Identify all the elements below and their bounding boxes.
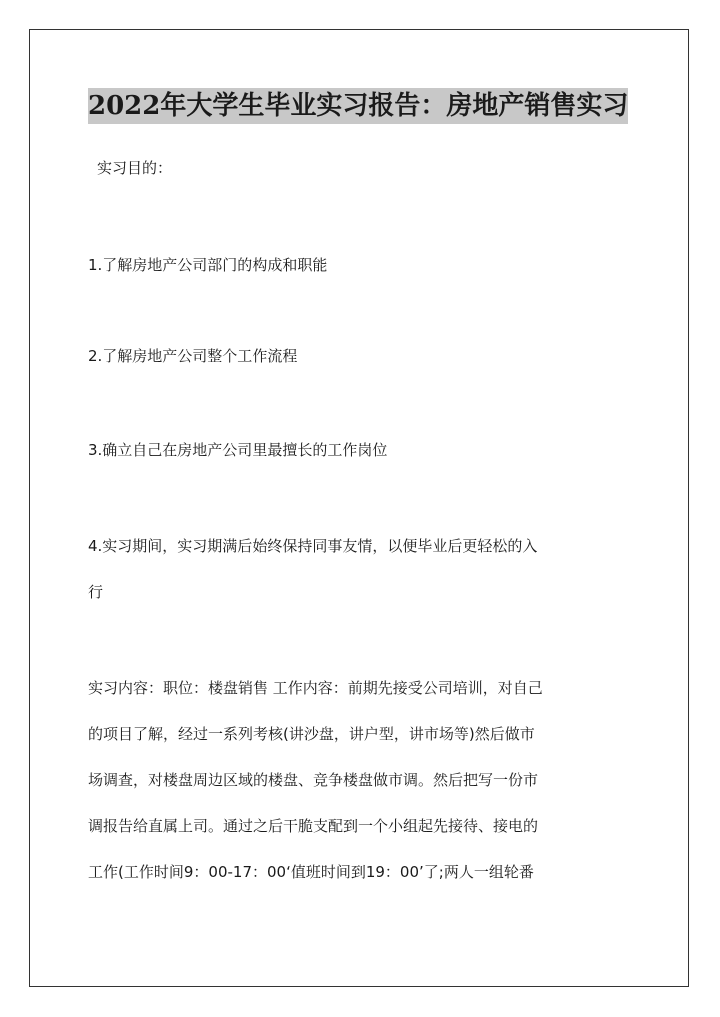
- purpose-heading: 实习目的：: [97, 159, 173, 177]
- content-line-5: 工作(工作时间9：00-17：00‘值班时间到19：00’了;两人一组轮番: [88, 863, 534, 881]
- goal-item-2: 2.了解房地产公司整个工作流程: [88, 347, 298, 365]
- goal-item-4-continued: 行: [88, 583, 104, 601]
- document-title: 2022年大学生毕业实习报告：房地产销售实习: [88, 88, 628, 124]
- goal-item-1: 1.了解房地产公司部门的构成和职能: [88, 256, 328, 274]
- content-line-4: 调报告给直属上司。通过之后干脆支配到一个小组起先接待、接电的: [88, 817, 539, 835]
- goal-item-4: 4.实习期间，实习期满后始终保持同事友情，以便毕业后更轻松的入: [88, 537, 538, 555]
- content-line-3: 场调查，对楼盘周边区域的楼盘、竞争楼盘做市调。然后把写一份市: [88, 771, 539, 789]
- content-line-1: 实习内容：职位：楼盘销售 工作内容：前期先接受公司培训，对自己: [88, 679, 543, 697]
- content-line-2: 的项目了解，经过一系列考核(讲沙盘，讲户型，讲市场等)然后做市: [88, 725, 535, 743]
- goal-item-3: 3.确立自己在房地产公司里最擅长的工作岗位: [88, 441, 388, 459]
